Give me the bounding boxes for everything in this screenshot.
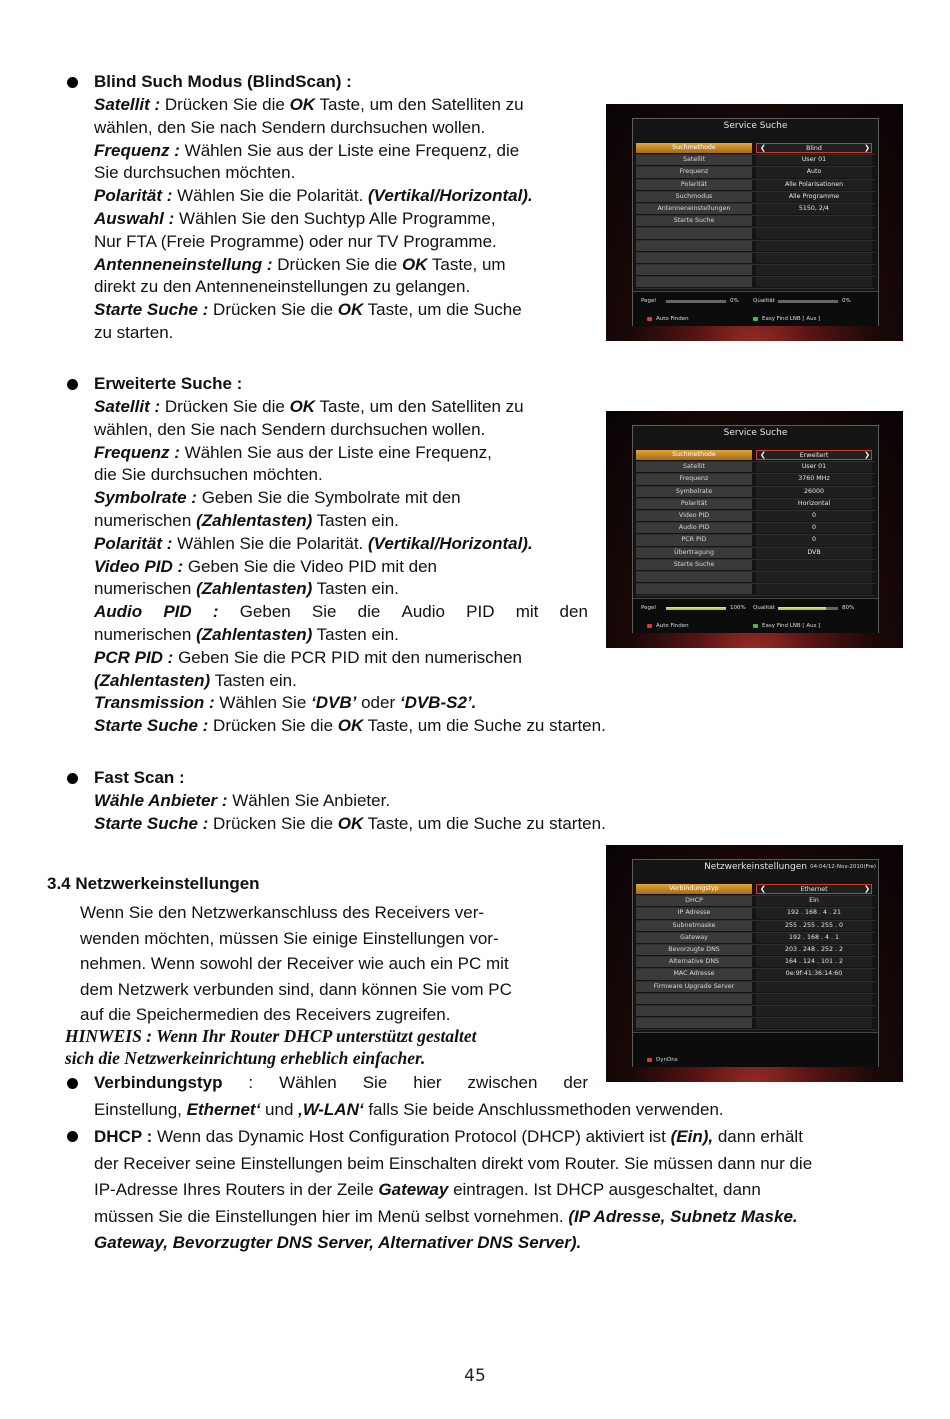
osd-row-label: Gateway (636, 933, 752, 943)
osd-menu-row (636, 921, 875, 933)
osd-menu-row (636, 884, 875, 896)
osd-row-value: Alle Programme (756, 192, 872, 202)
osd-row-value: 5150, 2/4 (756, 204, 872, 214)
chevron-right-icon: ❯ (864, 451, 870, 459)
text-line: (Zahlentasten) Tasten ein. (94, 670, 297, 690)
osd-row-value: 0 (756, 523, 872, 533)
note-line: sich die Netzwerkeinrichtung erheblich einfacher. (65, 1048, 426, 1068)
osd-row-value (756, 241, 872, 251)
word: hier (413, 1073, 442, 1092)
word: Verbindungstyp (94, 1073, 223, 1092)
osd-row-label: Übertragung (636, 548, 752, 558)
chevron-right-icon: ❯ (864, 885, 870, 893)
fast-scan-heading: Fast Scan : (94, 768, 185, 787)
osd-row-value: 0 (756, 511, 872, 521)
signal-quality-label: Qualität (753, 605, 775, 611)
text-line: Sie durchsuchen möchten. (94, 163, 296, 183)
text-line: Frequenz : Wählen Sie aus der Liste eine Frequenz, die (94, 140, 520, 160)
connection-type-line (94, 1072, 588, 1095)
osd-menu-row (636, 584, 875, 596)
word: Wählen (279, 1073, 337, 1092)
osd-menu-row (636, 560, 875, 572)
signal-level-bar (666, 300, 726, 303)
text-line: Wenn Sie den Netzwerkanschluss des Receivers ver- (80, 903, 485, 922)
word: Sie (362, 1073, 388, 1092)
osd-row-value: Horizontal (756, 499, 872, 509)
word: : (248, 1073, 254, 1092)
dhcp-description (94, 1124, 812, 1257)
signal-level-label: Pegel (641, 298, 656, 304)
text-line: direkt zu den Antenneneinstellungen zu gelangen. (94, 277, 471, 297)
osd-menu-row (636, 462, 875, 474)
osd-row-value (756, 982, 872, 992)
osd-menu-row (636, 450, 875, 462)
osd-menu-row (636, 216, 875, 228)
osd-row-label: Satellit (636, 462, 752, 472)
osd-row-value (756, 994, 872, 1004)
osd-menu-row (636, 572, 875, 584)
osd-row-value (756, 277, 872, 287)
osd-status-bar (633, 598, 878, 633)
signal-quality-label: Qualität (753, 298, 775, 304)
osd-row-value: Blind (756, 143, 872, 153)
osd-row-label (636, 572, 752, 582)
red-key-icon (647, 317, 652, 321)
osd-menu-row (636, 167, 875, 179)
text-line: Gateway, Bevorzugter DNS Server, Alternativer DNS Server). (94, 1233, 582, 1252)
text-line: wenden möchten, müssen Sie einige Einstellungen vor- (80, 928, 499, 948)
osd-menu-row (636, 265, 875, 277)
osd-row-label: Alternative DNS (636, 957, 752, 967)
text-line: PCR PID : Geben Sie die PCR PID mit den numerischen (94, 647, 523, 667)
text-line: auf die Speichermedien des Receivers zugreifen. (80, 1005, 451, 1024)
red-key-hint: Auto Finden (647, 316, 689, 322)
osd-menu-row (636, 957, 875, 969)
signal-quality-bar (778, 607, 838, 610)
text-line: wählen, den Sie nach Sendern durchsuchen wollen. (94, 419, 486, 439)
text-line: Satellit : Drücken Sie die OK Taste, um den Satelliten zu (94, 397, 524, 416)
osd-menu-row (636, 192, 875, 204)
osd-menu-row (636, 969, 875, 981)
osd-row-label: Frequenz (636, 167, 752, 177)
osd-status-bar (633, 291, 878, 326)
osd-row-label (636, 1006, 752, 1016)
text-line: Auswahl : Wählen Sie den Suchtyp Alle Programme, (94, 208, 496, 228)
osd-row-label: Verbindungstyp (636, 884, 752, 894)
word: zwischen (467, 1073, 538, 1092)
osd-row-label: Video PID (636, 511, 752, 521)
osd-row-label: IP Adresse (636, 908, 752, 918)
osd-menu-row (636, 1006, 875, 1018)
osd-row-value (756, 228, 872, 238)
osd-menu-row (636, 155, 875, 167)
osd-row-value: 203 . 248 . 252 . 2 (756, 945, 872, 955)
osd-menu-list (636, 143, 875, 289)
bullet-dot (67, 77, 78, 88)
osd-row-label: Symbolrate (636, 487, 752, 497)
bullet-dot (67, 1078, 78, 1089)
osd-menu-row (636, 908, 875, 920)
blindscan-osd-screenshot (606, 104, 903, 341)
osd-row-label: Polarität (636, 180, 752, 190)
osd-row-value: User 01 (756, 462, 872, 472)
osd-row-value: Ein (756, 896, 872, 906)
osd-menu-row (636, 180, 875, 192)
osd-row-value: Alle Polarisationen (756, 180, 872, 190)
osd-menu-row (636, 277, 875, 289)
osd-row-value (756, 265, 872, 275)
osd-window (632, 859, 879, 1067)
text-line: Starte Suche : Drücken Sie die OK Taste, um die Suche zu starten. (94, 716, 606, 736)
osd-menu-row (636, 511, 875, 523)
osd-title: Netzwerkeinstellungen (704, 862, 807, 872)
osd-menu-row (636, 241, 875, 253)
osd-row-value (756, 560, 872, 570)
red-key-hint: DynDns (647, 1057, 678, 1063)
osd-row-label: Suchmethode (636, 450, 752, 460)
osd-menu-row (636, 253, 875, 265)
osd-row-label (636, 265, 752, 275)
network-intro-text (80, 900, 512, 1028)
text-line: dem Netzwerk verbunden sind, dann können Sie vom PC (80, 979, 512, 999)
text-line: Satellit : Drücken Sie die OK Taste, um den Satelliten zu (94, 95, 524, 114)
osd-row-label: Polarität (636, 499, 752, 509)
chevron-left-icon: ❮ (760, 885, 766, 893)
text-line: Starte Suche : Drücken Sie die OK Taste, um die Suche zu starten. (94, 813, 606, 833)
text-line: Antenneneinstellung : Drücken Sie die OK Taste, um (94, 254, 506, 274)
osd-status-bar (633, 1032, 878, 1067)
text-line: nehmen. Wenn sowohl der Receiver wie auch ein PC mit (80, 954, 509, 973)
osd-row-value (756, 216, 872, 226)
signal-quality-value: 80% (842, 605, 855, 611)
osd-menu-row (636, 204, 875, 216)
osd-menu-list (636, 884, 875, 1030)
text-line: Starte Suche : Drücken Sie die OK Taste, um die Suche (94, 300, 522, 320)
osd-row-label (636, 253, 752, 263)
osd-menu-row (636, 933, 875, 945)
osd-row-label (636, 228, 752, 238)
osd-row-label: Bevorzugte DNS (636, 945, 752, 955)
text-line: Symbolrate : Geben Sie die Symbolrate mit den (94, 488, 461, 508)
signal-level-value: 100% (730, 605, 746, 611)
osd-row-label: DHCP (636, 896, 752, 906)
green-key-hint: Easy Find LNB [ Aus ] (753, 316, 820, 322)
osd-menu-row (636, 474, 875, 486)
advanced-search-heading: Erweiterte Suche : (94, 374, 243, 393)
osd-row-label: Audio PID (636, 523, 752, 533)
text-line: wählen, den Sie nach Sendern durchsuchen wollen. (94, 117, 486, 137)
bullet-dot (67, 1131, 78, 1142)
osd-menu-row (636, 982, 875, 994)
word: der (563, 1073, 588, 1092)
osd-menu-row (636, 548, 875, 560)
osd-row-label (636, 277, 752, 287)
text-line: zu starten. (94, 322, 174, 342)
osd-menu-row (636, 945, 875, 957)
advanced-search-osd-screenshot (606, 411, 903, 648)
osd-row-value: Ethernet (756, 884, 872, 894)
green-key-icon (753, 317, 758, 321)
chevron-left-icon: ❮ (760, 144, 766, 152)
text-line: numerischen (Zahlentasten) Tasten ein. (94, 579, 399, 599)
osd-row-value: 0 (756, 535, 872, 545)
text-line: numerischen (Zahlentasten) Tasten ein. (94, 624, 399, 644)
signal-level-bar (666, 607, 726, 610)
red-key-icon (647, 624, 652, 628)
green-key-icon (753, 624, 758, 628)
network-hint-note (65, 1025, 477, 1069)
text-line: müssen Sie die Einstellungen hier im Menü selbst vornehmen. (IP Adresse, Subnetz Maske. (94, 1206, 798, 1226)
section-title: 3.4 Netzwerkeinstellungen (47, 874, 260, 893)
note-line: HINWEIS : Wenn Ihr Router DHCP unterstützt gestaltet (65, 1026, 477, 1046)
osd-row-value: Erweitert (756, 450, 872, 460)
osd-menu-row (636, 994, 875, 1006)
osd-row-label (636, 1018, 752, 1028)
osd-date: 04:04/12-Nov-2010(Fre) (810, 864, 876, 870)
osd-menu-row (636, 1018, 875, 1030)
green-key-hint: Easy Find LNB [ Aus ] (753, 623, 820, 629)
fast-scan-description (94, 790, 606, 836)
signal-level-value: 0% (730, 298, 739, 304)
osd-row-value (756, 1006, 872, 1016)
osd-row-label: Firmware Upgrade Server (636, 982, 752, 992)
text-line: Nur FTA (Freie Programme) oder nur TV Programme. (94, 231, 497, 251)
osd-window (632, 118, 879, 326)
osd-row-value (756, 1018, 872, 1028)
osd-row-label: Subnetmaske (636, 921, 752, 931)
bullet-dot (67, 379, 78, 390)
chevron-left-icon: ❮ (760, 451, 766, 459)
text-line: DHCP : Wenn das Dynamic Host Configuration Protocol (DHCP) aktiviert ist (Ein), dann erhält (94, 1127, 803, 1146)
page-number: 45 (464, 1366, 486, 1386)
signal-quality-bar (778, 300, 838, 303)
network-settings-osd-screenshot (606, 845, 903, 1082)
osd-row-value (756, 572, 872, 582)
osd-row-label: Frequenz (636, 474, 752, 484)
text-line: Polarität : Wählen Sie die Polarität. (Vertikal/Horizontal). (94, 186, 533, 206)
osd-row-label: PCR PID (636, 535, 752, 545)
text-line: Audio PID : Geben Sie die Audio PID mit den (94, 602, 588, 622)
text-line: Polarität : Wählen Sie die Polarität. (Vertikal/Horizontal). (94, 533, 533, 553)
osd-menu-row (636, 499, 875, 511)
text-line: die Sie durchsuchen möchten. (94, 465, 323, 485)
osd-row-value: DVB (756, 548, 872, 558)
osd-menu-list (636, 450, 875, 596)
blindscan-description (94, 94, 533, 345)
osd-row-value: 192 . 168 . 4 . 1 (756, 933, 872, 943)
red-key-hint: Auto Finden (647, 623, 689, 629)
osd-row-label (636, 994, 752, 1004)
osd-menu-row (636, 535, 875, 547)
signal-quality-value: 0% (842, 298, 851, 304)
osd-row-value: 192 . 168 . 4 . 21 (756, 908, 872, 918)
blindscan-heading: Blind Such Modus (BlindScan) : (94, 72, 352, 91)
osd-menu-row (636, 228, 875, 240)
osd-title: Service Suche (723, 121, 788, 131)
osd-row-value: 255 . 255 . 255 . 0 (756, 921, 872, 931)
osd-menu-row (636, 523, 875, 535)
osd-row-value: Auto (756, 167, 872, 177)
osd-window (632, 425, 879, 633)
osd-row-label: Suchmodus (636, 192, 752, 202)
text-line: Wähle Anbieter : Wählen Sie Anbieter. (94, 791, 391, 810)
osd-row-label (636, 584, 752, 594)
text-line: der Receiver seine Einstellungen beim Einschalten direkt vom Router. Sie müssen dann nur die (94, 1153, 813, 1173)
osd-row-label: MAC Adresse (636, 969, 752, 979)
osd-row-label: Satellit (636, 155, 752, 165)
text-line: Frequenz : Wählen Sie aus der Liste eine Frequenz, (94, 442, 492, 462)
osd-row-value: 0e:9f:41:36:14:60 (756, 969, 872, 979)
osd-menu-row (636, 143, 875, 155)
text-line: numerischen (Zahlentasten) Tasten ein. (94, 510, 399, 530)
osd-menu-row (636, 487, 875, 499)
osd-row-label: Suchmethode (636, 143, 752, 153)
signal-level-label: Pegel (641, 605, 656, 611)
bullet-dot (67, 773, 78, 784)
osd-menu-row (636, 896, 875, 908)
osd-row-label: Starte Suche (636, 216, 752, 226)
osd-row-label (636, 241, 752, 251)
red-key-icon (647, 1058, 652, 1062)
osd-row-value: 3760 MHz (756, 474, 872, 484)
advanced-search-description (94, 396, 606, 738)
text-line: Transmission : Wählen Sie ‘DVB’ oder ‘DVB-S2’. (94, 693, 477, 713)
osd-row-value (756, 253, 872, 263)
osd-row-label: Antenneneinstellungen (636, 204, 752, 214)
osd-row-value: User 01 (756, 155, 872, 165)
connection-type-line-2 (94, 1099, 724, 1122)
osd-row-label: Starte Suche (636, 560, 752, 570)
osd-row-value: 26000 (756, 487, 872, 497)
chevron-right-icon: ❯ (864, 144, 870, 152)
osd-row-value: 164 . 124 . 101 . 2 (756, 957, 872, 967)
text-line: Video PID : Geben Sie die Video PID mit den (94, 556, 438, 576)
osd-title: Service Suche (723, 428, 788, 438)
text-line: Einstellung, Ethernet‘ und ‚W-LAN‘ falls Sie beide Anschlussmethoden verwenden. (94, 1100, 724, 1119)
text-line: IP-Adresse Ihres Routers in der Zeile Gateway eintragen. Ist DHCP ausgeschaltet, dann (94, 1180, 761, 1199)
osd-row-value (756, 584, 872, 594)
